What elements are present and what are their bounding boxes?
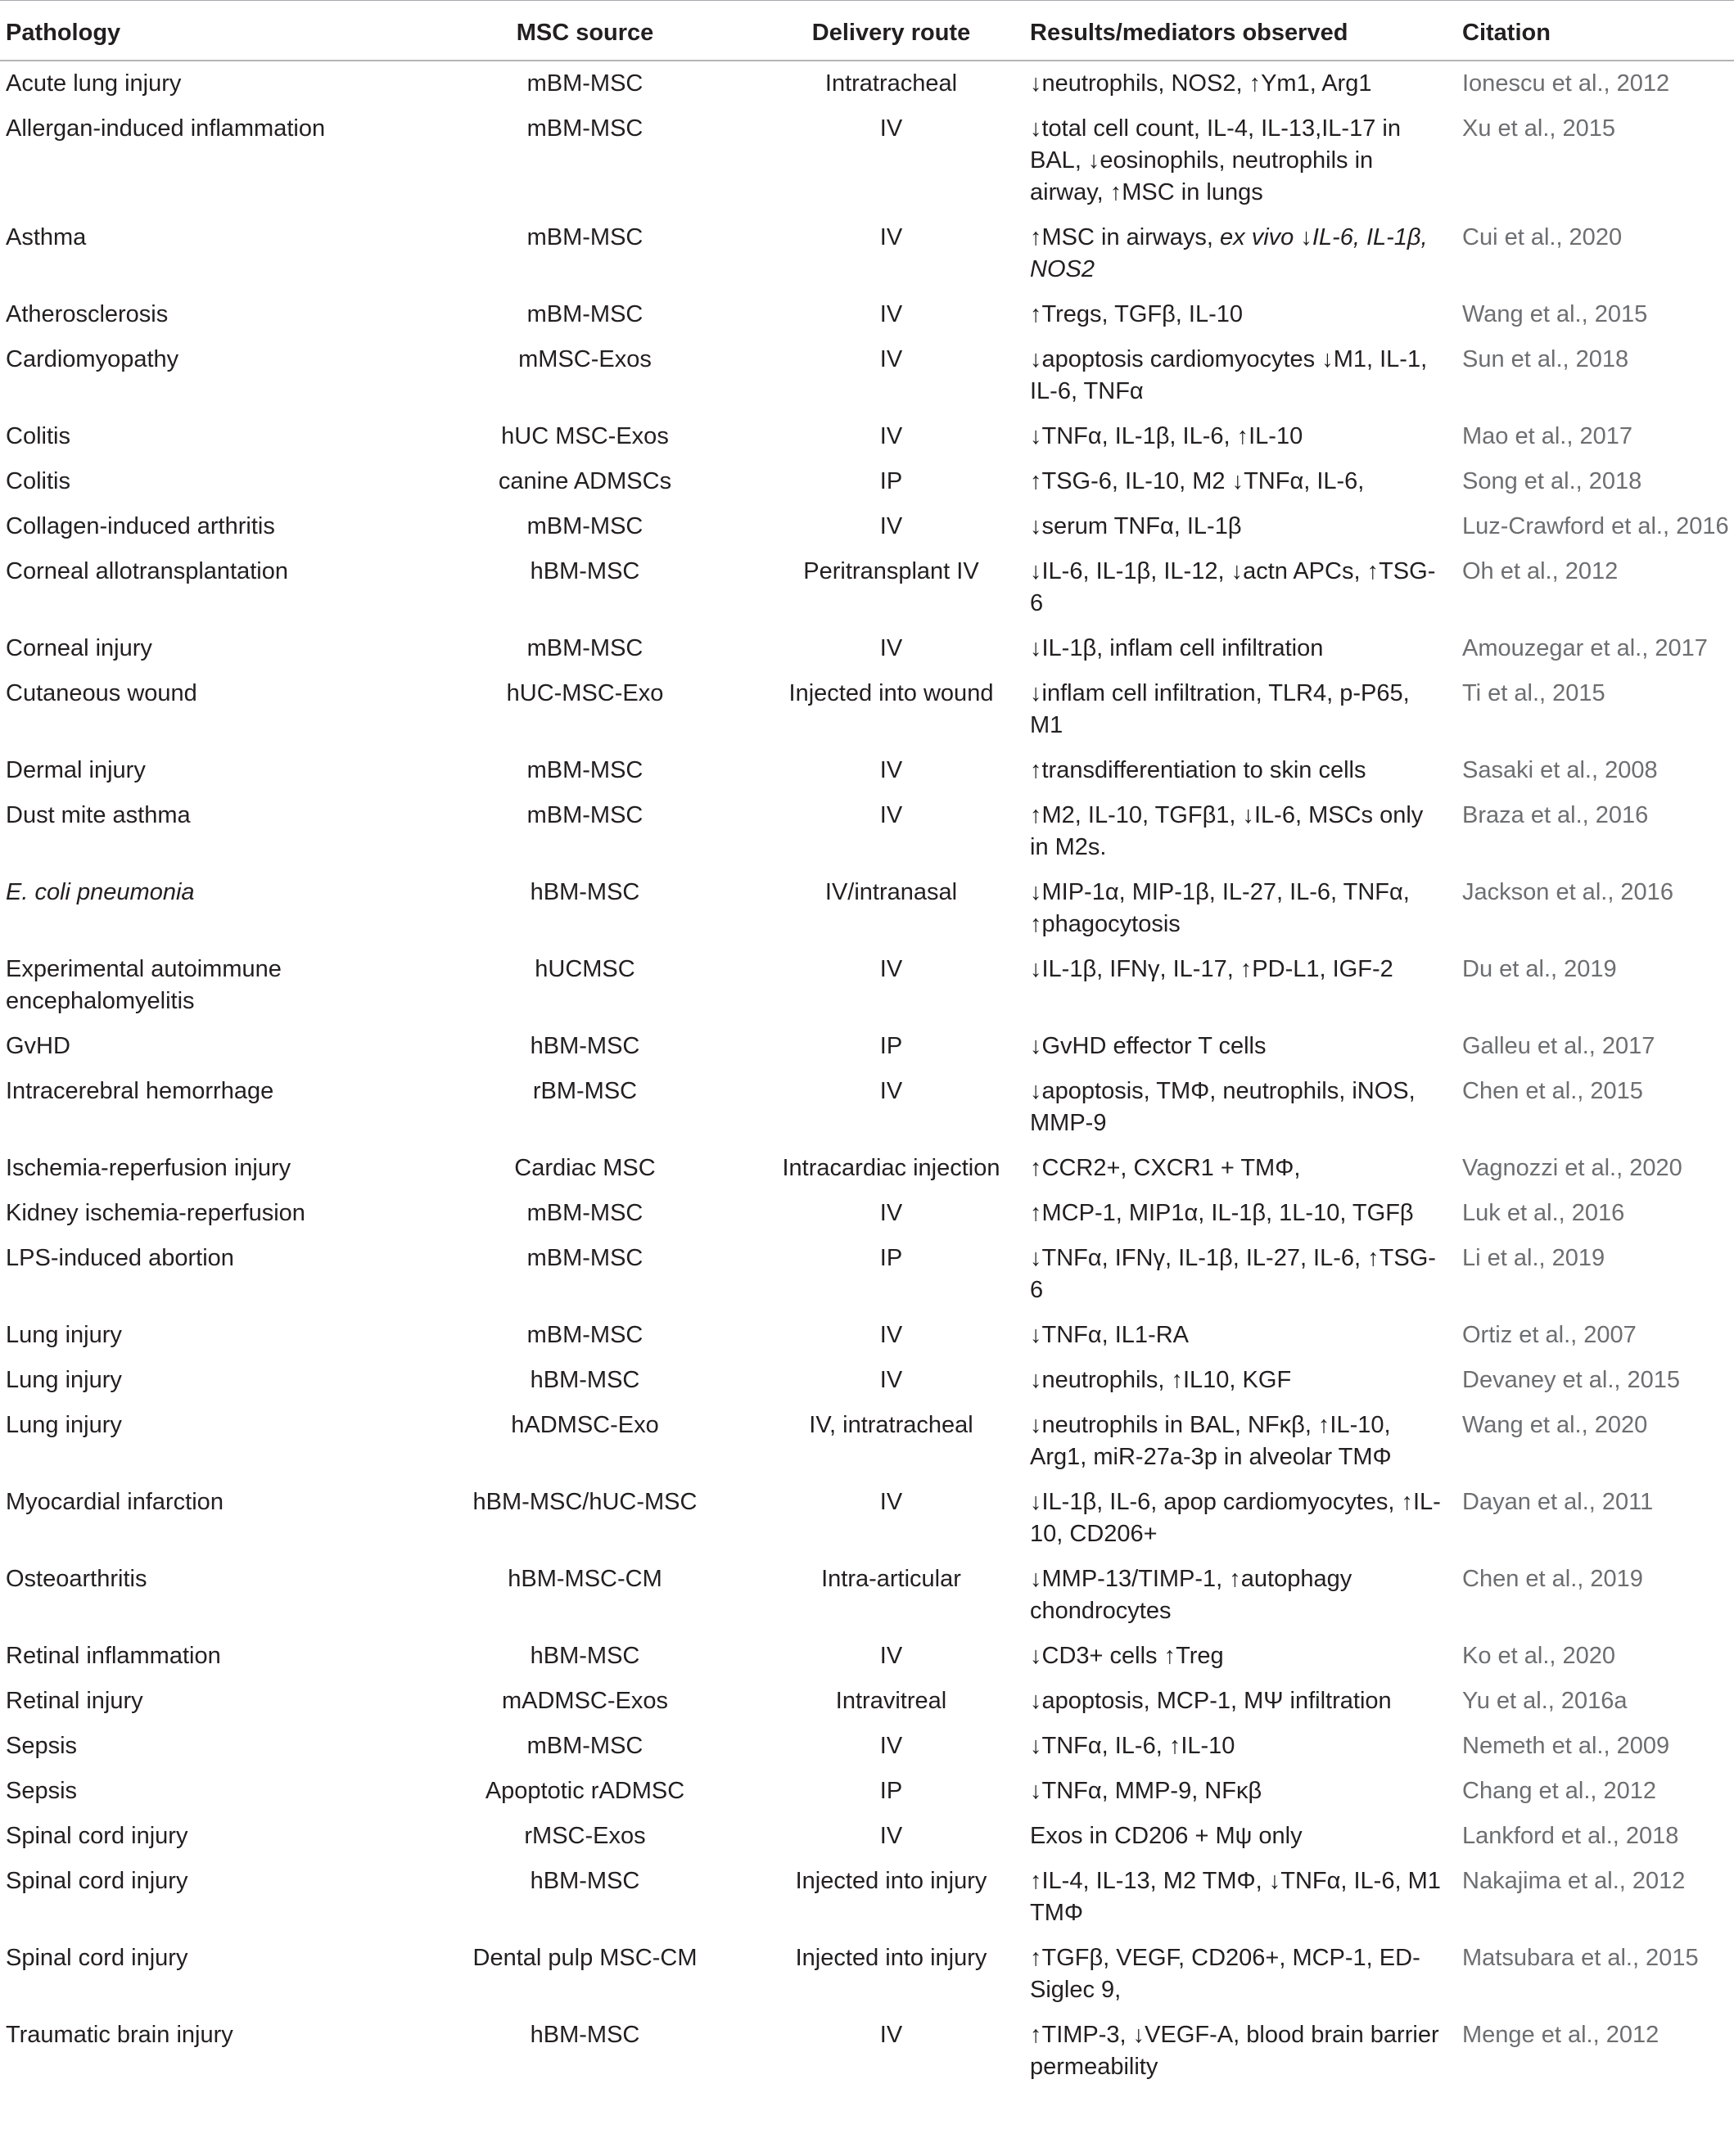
cell-citation: Song et al., 2018 bbox=[1462, 468, 1642, 494]
table-row bbox=[0, 1146, 1734, 1191]
cell-msc-source: hBM-MSC/hUC-MSC bbox=[472, 1489, 698, 1515]
cell-results bbox=[1030, 1814, 1462, 1859]
results-text: ↓apoptosis, MCP-1, MΨ infiltration bbox=[1030, 1688, 1392, 1714]
cell-citation: Braza et al., 2016 bbox=[1462, 802, 1649, 828]
results-text: Exos in CD206 + Mψ only bbox=[1030, 1823, 1303, 1849]
cell-msc-source: hBM-MSC bbox=[530, 1868, 640, 1894]
cell-results bbox=[1030, 215, 1462, 292]
cell-msc-source: hBM-MSC bbox=[530, 558, 640, 584]
cell-msc-source: hUC MSC-Exos bbox=[501, 423, 669, 449]
table-row bbox=[0, 1024, 1734, 1069]
cell-results bbox=[1030, 1634, 1462, 1679]
cell-delivery-route: IV bbox=[879, 1322, 903, 1348]
cell-pathology: Colitis bbox=[6, 468, 70, 494]
cell-citation: Devaney et al., 2015 bbox=[1462, 1367, 1681, 1393]
cell-results bbox=[1030, 870, 1462, 947]
table-row bbox=[0, 870, 1734, 947]
results-text: ↑CCR2+, CXCR1 + TMΦ, bbox=[1030, 1155, 1301, 1181]
cell-pathology: Cardiomyopathy bbox=[6, 346, 179, 372]
cell-delivery-route: IV bbox=[879, 1200, 903, 1226]
cell-pathology bbox=[0, 870, 418, 947]
cell-msc-source: mBM-MSC bbox=[526, 757, 643, 783]
table-row bbox=[0, 1679, 1734, 1724]
table-row bbox=[0, 106, 1734, 215]
cell-pathology: Dust mite asthma bbox=[6, 802, 191, 828]
cell-msc-source: mBM-MSC bbox=[526, 1733, 643, 1759]
cell-pathology: Spinal cord injury bbox=[6, 1868, 188, 1894]
results-text: ↑TSG-6, IL-10, M2 ↓TNFα, IL-6, bbox=[1030, 468, 1365, 494]
cell-msc-source: mBM-MSC bbox=[526, 1245, 643, 1271]
cell-results bbox=[1030, 2013, 1462, 2090]
table-row bbox=[0, 1769, 1734, 1814]
table-row bbox=[0, 549, 1734, 626]
results-text: ↓TNFα, MMP-9, NFκβ bbox=[1030, 1778, 1262, 1804]
cell-msc-source: mBM-MSC bbox=[526, 1200, 643, 1226]
cell-msc-source: hUCMSC bbox=[535, 956, 635, 982]
results-text: ↑M2, IL-10, TGFβ1, ↓IL-6, MSCs only in M2s. bbox=[1030, 802, 1424, 860]
cell-results bbox=[1030, 1936, 1462, 2013]
cell-delivery-route: IV bbox=[879, 346, 903, 372]
results-text: ↓TNFα, IFNγ, IL-1β, IL-27, IL-6, ↑TSG-6 bbox=[1030, 1245, 1436, 1303]
cell-pathology: Dermal injury bbox=[6, 757, 146, 783]
header-msc-source: MSC source bbox=[418, 1, 753, 61]
results-text: ↓inflam cell infiltration, TLR4, p-P65, M1 bbox=[1030, 680, 1410, 738]
cell-delivery-route: IV bbox=[879, 2022, 903, 2048]
cell-citation: Matsubara et al., 2015 bbox=[1462, 1945, 1699, 1971]
cell-pathology: Osteoarthritis bbox=[6, 1566, 147, 1592]
table-row bbox=[0, 1480, 1734, 1557]
cell-results bbox=[1030, 61, 1462, 106]
cell-citation: Chen et al., 2015 bbox=[1462, 1078, 1643, 1104]
cell-pathology: Sepsis bbox=[6, 1733, 78, 1759]
cell-results bbox=[1030, 1191, 1462, 1236]
cell-delivery-route: IV bbox=[879, 1823, 903, 1849]
cell-citation: Amouzegar et al., 2017 bbox=[1462, 635, 1708, 661]
cell-citation: Sun et al., 2018 bbox=[1462, 346, 1629, 372]
cell-delivery-route: IV bbox=[879, 1733, 903, 1759]
cell-results bbox=[1030, 1403, 1462, 1480]
cell-msc-source: canine ADMSCs bbox=[498, 468, 672, 494]
cell-citation: Ti et al., 2015 bbox=[1462, 680, 1605, 706]
cell-results bbox=[1030, 1859, 1462, 1936]
table-row bbox=[0, 1403, 1734, 1480]
cell-delivery-route: IV bbox=[879, 1367, 903, 1393]
cell-pathology: Ischemia-reperfusion injury bbox=[6, 1155, 291, 1181]
cell-results bbox=[1030, 504, 1462, 549]
cell-pathology: Experimental autoimmune encephalomyelitis bbox=[6, 956, 282, 1014]
cell-citation: Sasaki et al., 2008 bbox=[1462, 757, 1658, 783]
cell-pathology: Spinal cord injury bbox=[6, 1945, 188, 1971]
cell-msc-source: hBM-MSC bbox=[530, 879, 640, 905]
results-text: ↑Tregs, TGFβ, IL-10 bbox=[1030, 301, 1244, 327]
results-text: ↑TGFβ, VEGF, CD206+, MCP-1, ED-Siglec 9, bbox=[1030, 1945, 1420, 2003]
cell-pathology: Atherosclerosis bbox=[6, 301, 169, 327]
cell-msc-source: Apoptotic rADMSC bbox=[485, 1778, 685, 1804]
header-results: Results/mediators observed bbox=[1030, 1, 1462, 61]
results-text: ↓TNFα, IL-6, ↑IL-10 bbox=[1030, 1733, 1235, 1759]
cell-results bbox=[1030, 1769, 1462, 1814]
results-text: ↑TIMP-3, ↓VEGF-A, blood brain barrier permeability bbox=[1030, 2022, 1439, 2080]
table-row bbox=[0, 1236, 1734, 1313]
cell-pathology: Collagen-induced arthritis bbox=[6, 513, 275, 539]
cell-results bbox=[1030, 1069, 1462, 1146]
table-row bbox=[0, 1936, 1734, 2013]
cell-delivery-route: Intracardiac injection bbox=[782, 1155, 1000, 1181]
cell-delivery-route: Intra-articular bbox=[821, 1566, 961, 1592]
header-row bbox=[0, 1, 1734, 61]
cell-citation: Chen et al., 2019 bbox=[1462, 1566, 1643, 1592]
cell-pathology: Corneal allotransplantation bbox=[6, 558, 288, 584]
cell-citation: Oh et al., 2012 bbox=[1462, 558, 1619, 584]
cell-delivery-route: Injected into injury bbox=[795, 1945, 987, 1971]
cell-pathology: Spinal cord injury bbox=[6, 1823, 188, 1849]
table-row bbox=[0, 504, 1734, 549]
cell-msc-source: rBM-MSC bbox=[532, 1078, 638, 1104]
table-row bbox=[0, 1069, 1734, 1146]
results-text: ↓serum TNFα, IL-1β bbox=[1030, 513, 1242, 539]
cell-msc-source: hBM-MSC bbox=[530, 1367, 640, 1393]
cell-msc-source: rMSC-Exos bbox=[524, 1823, 646, 1849]
cell-citation: Wang et al., 2020 bbox=[1462, 1412, 1648, 1438]
table-row bbox=[0, 793, 1734, 870]
table-row bbox=[0, 337, 1734, 414]
results-text: ↓neutrophils in BAL, NFκβ, ↑IL-10, Arg1, miR-27a-3p in alveolar TMΦ bbox=[1030, 1412, 1392, 1470]
cell-msc-source: hUC-MSC-Exo bbox=[506, 680, 664, 706]
cell-delivery-route: Injected into injury bbox=[795, 1868, 987, 1894]
cell-citation: Galleu et al., 2017 bbox=[1462, 1033, 1655, 1059]
table-row bbox=[0, 459, 1734, 504]
cell-citation: Du et al., 2019 bbox=[1462, 956, 1617, 982]
table-row bbox=[0, 1358, 1734, 1403]
cell-delivery-route: IP bbox=[879, 468, 903, 494]
results-text: ↓MMP-13/TIMP-1, ↑autophagy chondrocytes bbox=[1030, 1566, 1352, 1624]
table-row bbox=[0, 626, 1734, 671]
table-row bbox=[0, 1724, 1734, 1769]
results-text: ↓total cell count, IL-4, IL-13,IL-17 in BAL, ↓eosinophils, neutrophils in airway, ↑MSC in lungs bbox=[1030, 115, 1401, 205]
cell-delivery-route: IV bbox=[879, 802, 903, 828]
results-italic-text: ex vivo ↓IL-6, IL-1β, NOS2 bbox=[1030, 224, 1428, 282]
cell-results bbox=[1030, 459, 1462, 504]
cell-msc-source: mBM-MSC bbox=[526, 115, 643, 142]
cell-citation: Dayan et al., 2011 bbox=[1462, 1489, 1654, 1515]
table-header bbox=[0, 1, 1734, 61]
results-text: ↓apoptosis, TMΦ, neutrophils, iNOS, MMP-9 bbox=[1030, 1078, 1416, 1136]
cell-pathology: Acute lung injury bbox=[6, 70, 182, 97]
cell-results bbox=[1030, 1313, 1462, 1358]
cell-delivery-route: Intratracheal bbox=[824, 70, 958, 97]
cell-results bbox=[1030, 1557, 1462, 1634]
cell-citation: Nemeth et al., 2009 bbox=[1462, 1733, 1670, 1759]
cell-delivery-route: Peritransplant IV bbox=[803, 558, 979, 584]
cell-delivery-route: IV bbox=[879, 1078, 903, 1104]
cell-citation: Li et al., 2019 bbox=[1462, 1245, 1605, 1271]
cell-results bbox=[1030, 106, 1462, 215]
cell-results bbox=[1030, 748, 1462, 793]
cell-citation: Ko et al., 2020 bbox=[1462, 1643, 1616, 1669]
cell-citation: Cui et al., 2020 bbox=[1462, 224, 1623, 250]
table-row bbox=[0, 1313, 1734, 1358]
cell-results bbox=[1030, 414, 1462, 459]
cell-msc-source: mBM-MSC bbox=[526, 513, 643, 539]
cell-delivery-route: Intravitreal bbox=[835, 1688, 947, 1714]
table-body bbox=[0, 61, 1734, 2090]
cell-results bbox=[1030, 1679, 1462, 1724]
cell-pathology: Lung injury bbox=[6, 1322, 122, 1348]
cell-citation: Wang et al., 2015 bbox=[1462, 301, 1648, 327]
results-text: ↓IL-6, IL-1β, IL-12, ↓actn APCs, ↑TSG-6 bbox=[1030, 558, 1436, 616]
cell-citation: Jackson et al., 2016 bbox=[1462, 879, 1673, 905]
results-text: ↑MCP-1, MIP1α, IL-1β, 1L-10, TGFβ bbox=[1030, 1200, 1414, 1226]
cell-citation: Luk et al., 2016 bbox=[1462, 1200, 1625, 1226]
table-row bbox=[0, 1191, 1734, 1236]
cell-pathology: Lung injury bbox=[6, 1367, 122, 1393]
results-text: ↓TNFα, IL-1β, IL-6, ↑IL-10 bbox=[1030, 423, 1303, 449]
cell-msc-source: mBM-MSC bbox=[526, 224, 643, 250]
cell-delivery-route: IP bbox=[879, 1033, 903, 1059]
cell-delivery-route: IV bbox=[879, 1643, 903, 1669]
cell-delivery-route: IV bbox=[879, 635, 903, 661]
results-text: ↓neutrophils, ↑IL10, KGF bbox=[1030, 1367, 1292, 1393]
header-citation: Citation bbox=[1462, 1, 1734, 61]
results-text: ↑transdifferentiation to skin cells bbox=[1030, 757, 1366, 783]
results-text: ↓GvHD effector T cells bbox=[1030, 1033, 1267, 1059]
cell-citation: Yu et al., 2016a bbox=[1462, 1688, 1628, 1714]
cell-results bbox=[1030, 292, 1462, 337]
results-text: ↓IL-1β, IFNγ, IL-17, ↑PD-L1, IGF-2 bbox=[1030, 956, 1393, 982]
table-row bbox=[0, 61, 1734, 106]
cell-msc-source: hBM-MSC bbox=[530, 2022, 640, 2048]
cell-msc-source: mADMSC-Exos bbox=[501, 1688, 668, 1714]
cell-results bbox=[1030, 1024, 1462, 1069]
table-row bbox=[0, 2013, 1734, 2090]
cell-citation: Ortiz et al., 2007 bbox=[1462, 1322, 1637, 1348]
cell-delivery-route: IV bbox=[879, 513, 903, 539]
cell-pathology: Colitis bbox=[6, 423, 70, 449]
cell-pathology: Allergan-induced inflammation bbox=[6, 115, 326, 142]
cell-delivery-route: IV bbox=[879, 224, 903, 250]
cell-results bbox=[1030, 1724, 1462, 1769]
results-text: ↑MSC in airways, bbox=[1030, 224, 1221, 250]
cell-delivery-route: IV, intratracheal bbox=[809, 1412, 973, 1438]
results-text: ↓IL-1β, IL-6, apop cardiomyocytes, ↑IL-10, CD206+ bbox=[1030, 1489, 1441, 1547]
cell-pathology: Traumatic brain injury bbox=[6, 2022, 233, 2048]
pathology-italic-text: E. coli pneumonia bbox=[6, 879, 195, 905]
results-text: ↓TNFα, IL1-RA bbox=[1030, 1322, 1190, 1348]
table-row bbox=[0, 1634, 1734, 1679]
cell-delivery-route: IV bbox=[879, 956, 903, 982]
results-text: ↓apoptosis cardiomyocytes ↓M1, IL-1, IL-6, TNFα bbox=[1030, 346, 1428, 404]
cell-citation: Ionescu et al., 2012 bbox=[1462, 70, 1670, 97]
cell-results bbox=[1030, 671, 1462, 748]
cell-pathology: Retinal inflammation bbox=[6, 1643, 221, 1669]
table-row bbox=[0, 671, 1734, 748]
cell-pathology: Sepsis bbox=[6, 1778, 78, 1804]
cell-msc-source: hBM-MSC bbox=[530, 1643, 640, 1669]
cell-results bbox=[1030, 1480, 1462, 1557]
cell-citation: Xu et al., 2015 bbox=[1462, 115, 1616, 142]
cell-delivery-route: IV bbox=[879, 1489, 903, 1515]
cell-pathology: LPS-induced abortion bbox=[6, 1245, 234, 1271]
cell-pathology: Corneal injury bbox=[6, 635, 152, 661]
cell-citation: Mao et al., 2017 bbox=[1462, 423, 1632, 449]
cell-msc-source: hBM-MSC-CM bbox=[508, 1566, 662, 1592]
cell-delivery-route: Injected into wound bbox=[788, 680, 994, 706]
cell-results bbox=[1030, 626, 1462, 671]
header-delivery-route: Delivery route bbox=[753, 1, 1030, 61]
cell-results bbox=[1030, 337, 1462, 414]
cell-pathology: Myocardial infarction bbox=[6, 1489, 224, 1515]
table-row bbox=[0, 1859, 1734, 1936]
cell-msc-source: Dental pulp MSC-CM bbox=[472, 1945, 698, 1971]
cell-results bbox=[1030, 1358, 1462, 1403]
cell-msc-source: mBM-MSC bbox=[526, 301, 643, 327]
cell-msc-source: mBM-MSC bbox=[526, 70, 643, 97]
results-text: ↓IL-1β, inflam cell infiltration bbox=[1030, 635, 1324, 661]
cell-msc-source: mBM-MSC bbox=[526, 802, 643, 828]
cell-delivery-route: IP bbox=[879, 1778, 903, 1804]
results-text: ↓CD3+ cells ↑Treg bbox=[1030, 1643, 1224, 1669]
cell-pathology: Retinal injury bbox=[6, 1688, 143, 1714]
cell-msc-source: mBM-MSC bbox=[526, 635, 643, 661]
cell-delivery-route: IV bbox=[879, 115, 903, 142]
results-text: ↑IL-4, IL-13, M2 TMΦ, ↓TNFα, IL-6, M1 TMΦ bbox=[1030, 1868, 1441, 1926]
cell-pathology: Asthma bbox=[6, 224, 87, 250]
cell-delivery-route: IV/intranasal bbox=[824, 879, 958, 905]
table-row bbox=[0, 414, 1734, 459]
cell-results bbox=[1030, 1236, 1462, 1313]
table-row bbox=[0, 947, 1734, 1024]
cell-pathology: Intracerebral hemorrhage bbox=[6, 1078, 274, 1104]
table-row bbox=[0, 215, 1734, 292]
cell-citation: Lankford et al., 2018 bbox=[1462, 1823, 1679, 1849]
cell-pathology: Lung injury bbox=[6, 1412, 122, 1438]
header-pathology: Pathology bbox=[0, 1, 418, 61]
cell-delivery-route: IV bbox=[879, 423, 903, 449]
cell-pathology: Kidney ischemia-reperfusion bbox=[6, 1200, 305, 1226]
cell-citation: Luz-Crawford et al., 2016 bbox=[1462, 513, 1729, 539]
cell-delivery-route: IP bbox=[879, 1245, 903, 1271]
table-row bbox=[0, 292, 1734, 337]
cell-results bbox=[1030, 793, 1462, 870]
results-text: ↓MIP-1α, MIP-1β, IL-27, IL-6, TNFα, ↑phagocytosis bbox=[1030, 879, 1410, 937]
cell-delivery-route: IV bbox=[879, 301, 903, 327]
cell-citation: Menge et al., 2012 bbox=[1462, 2022, 1659, 2048]
table-row bbox=[0, 1814, 1734, 1859]
cell-citation: Chang et al., 2012 bbox=[1462, 1778, 1657, 1804]
cell-msc-source: Cardiac MSC bbox=[514, 1155, 656, 1181]
cell-msc-source: mMSC-Exos bbox=[518, 346, 652, 372]
cell-results bbox=[1030, 549, 1462, 626]
cell-citation: Nakajima et al., 2012 bbox=[1462, 1868, 1686, 1894]
cell-pathology: GvHD bbox=[6, 1033, 70, 1059]
cell-msc-source: hADMSC-Exo bbox=[511, 1412, 659, 1438]
cell-citation: Vagnozzi et al., 2020 bbox=[1462, 1155, 1682, 1181]
cell-pathology: Cutaneous wound bbox=[6, 680, 197, 706]
cell-results bbox=[1030, 1146, 1462, 1191]
table-row bbox=[0, 1557, 1734, 1634]
cell-delivery-route: IV bbox=[879, 757, 903, 783]
results-text: ↓neutrophils, NOS2, ↑Ym1, Arg1 bbox=[1030, 70, 1372, 97]
cell-msc-source: hBM-MSC bbox=[530, 1033, 640, 1059]
cell-msc-source: mBM-MSC bbox=[526, 1322, 643, 1348]
cell-results bbox=[1030, 947, 1462, 1024]
table-row bbox=[0, 748, 1734, 793]
